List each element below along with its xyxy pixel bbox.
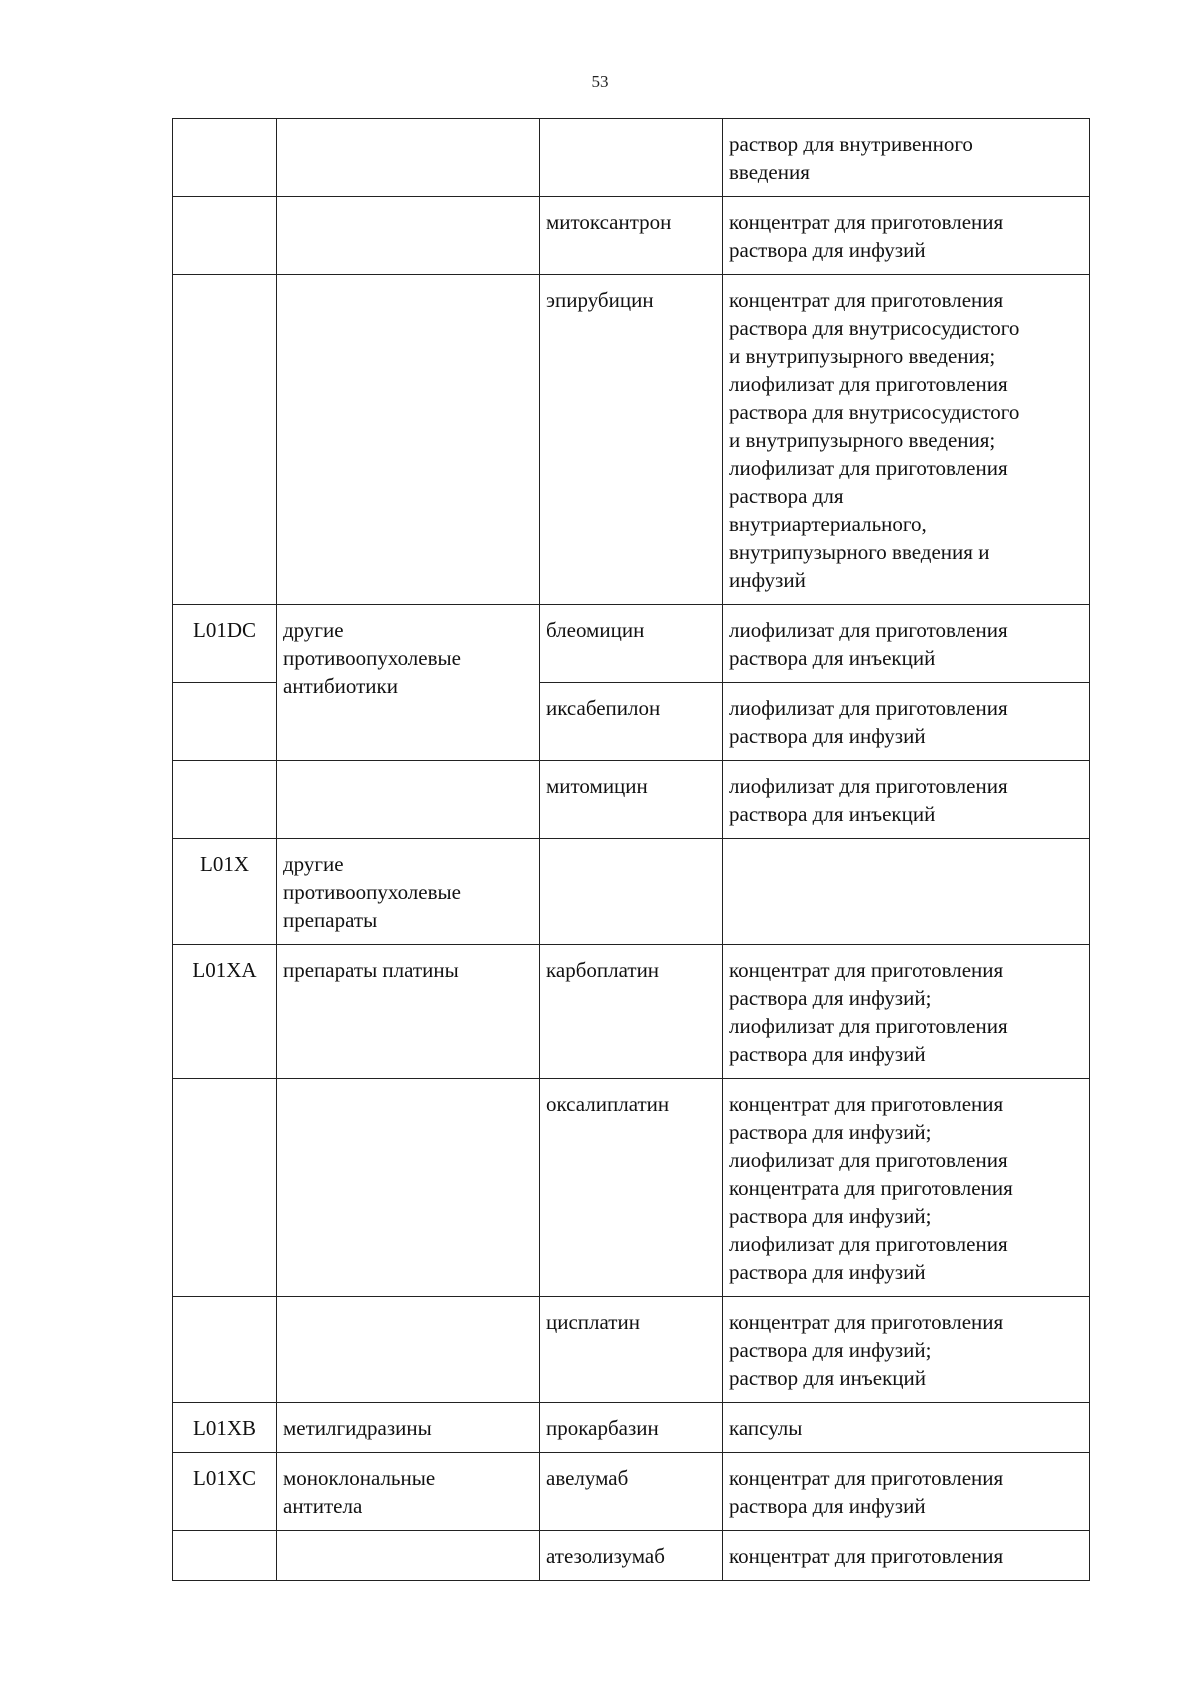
table-row xyxy=(173,1531,1090,1581)
form-cell xyxy=(723,945,1090,1079)
atc-code: L01XC xyxy=(193,1466,256,1490)
group-cell xyxy=(277,839,540,945)
atc-code-cell xyxy=(173,119,277,197)
form-cell xyxy=(723,119,1090,197)
drug-name: прокарбазин xyxy=(546,1416,659,1440)
atc-code: L01DC xyxy=(193,618,256,642)
drug-cell xyxy=(540,761,723,839)
atc-code-cell xyxy=(173,197,277,275)
page-number: 53 xyxy=(591,72,609,91)
group-cell xyxy=(277,1453,540,1531)
form-cell xyxy=(723,1079,1090,1297)
dosage-form: лиофилизат для приготовления раствора для инъекций xyxy=(729,618,1008,670)
drug-cell xyxy=(540,1531,723,1581)
dosage-form: концентрат для приготовления раствора для инфузий xyxy=(729,1466,1004,1518)
table-row xyxy=(173,761,1090,839)
drug-name: митоксантрон xyxy=(546,210,672,234)
dosage-form: концентрат для приготовления раствора для внутрисосудистого и внутрипузырного введения; лиофилизат для приготовления раствора для внутрисосудистого и внутрипузырного введения; лиофилизат для приготовления раствора для внутриартериального, внутрипузырного введения и инфузий xyxy=(729,288,1020,592)
drug-cell xyxy=(540,1079,723,1297)
drug-name: иксабепилон xyxy=(546,696,661,720)
dosage-form: концентрат для приготовления раствора для инфузий; раствор для инъекций xyxy=(729,1310,1004,1390)
drug-cell xyxy=(540,119,723,197)
table-row xyxy=(173,945,1090,1079)
drug-cell xyxy=(540,1297,723,1403)
drug-cell xyxy=(540,1403,723,1453)
atc-code-cell xyxy=(173,839,277,945)
drug-name: оксалиплатин xyxy=(546,1092,670,1116)
atc-code: L01X xyxy=(200,852,249,876)
dosage-form: концентрат для приготовления раствора для инфузий; лиофилизат для приготовления раствора для инфузий xyxy=(729,958,1008,1066)
group-cell xyxy=(277,1297,540,1403)
drug-cell xyxy=(540,275,723,605)
table-row xyxy=(173,605,1090,683)
table-row xyxy=(173,1453,1090,1531)
form-cell xyxy=(723,197,1090,275)
form-cell xyxy=(723,1403,1090,1453)
form-cell xyxy=(723,683,1090,761)
drug-name: митомицин xyxy=(546,774,648,798)
atc-code-cell xyxy=(173,1453,277,1531)
atc-code-cell xyxy=(173,1079,277,1297)
atc-code-cell xyxy=(173,945,277,1079)
dosage-form: лиофилизат для приготовления раствора для инъекций xyxy=(729,774,1008,826)
group-cell xyxy=(277,1403,540,1453)
atc-code: L01XB xyxy=(193,1416,256,1440)
atc-code-cell xyxy=(173,1403,277,1453)
dosage-form: капсулы xyxy=(729,1416,803,1440)
group-cell xyxy=(277,197,540,275)
dosage-form: концентрат для приготовления xyxy=(729,1544,1004,1568)
group-name: другие противоопухолевые антибиотики xyxy=(283,618,461,698)
drug-name: атезолизумаб xyxy=(546,1544,665,1568)
dosage-form: концентрат для приготовления раствора для инфузий xyxy=(729,210,1004,262)
atc-code-cell xyxy=(173,1531,277,1581)
drug-name: карбоплатин xyxy=(546,958,660,982)
drug-name: блеомицин xyxy=(546,618,645,642)
group-name: препараты платины xyxy=(283,958,459,982)
dosage-form: раствор для внутривенного введения xyxy=(729,132,973,184)
drug-name: эпирубицин xyxy=(546,288,654,312)
form-cell xyxy=(723,275,1090,605)
group-cell xyxy=(277,275,540,605)
table-row xyxy=(173,119,1090,197)
atc-code: L01XA xyxy=(192,958,257,982)
drug-cell xyxy=(540,197,723,275)
form-cell xyxy=(723,839,1090,945)
table-row xyxy=(173,1079,1090,1297)
table-row xyxy=(173,1403,1090,1453)
drug-cell xyxy=(540,839,723,945)
drug-cell xyxy=(540,605,723,683)
drug-cell xyxy=(540,1453,723,1531)
group-cell xyxy=(277,119,540,197)
group-name: другие противоопухолевые препараты xyxy=(283,852,461,932)
atc-code-cell xyxy=(173,761,277,839)
form-cell xyxy=(723,761,1090,839)
form-cell xyxy=(723,1297,1090,1403)
form-cell xyxy=(723,605,1090,683)
drug-name: цисплатин xyxy=(546,1310,640,1334)
group-name: метилгидразины xyxy=(283,1416,432,1440)
atc-code-cell xyxy=(173,683,277,761)
group-cell xyxy=(277,761,540,839)
table-row xyxy=(173,1297,1090,1403)
group-cell xyxy=(277,945,540,1079)
form-cell xyxy=(723,1531,1090,1581)
atc-code-cell xyxy=(173,1297,277,1403)
drug-cell xyxy=(540,683,723,761)
group-cell xyxy=(277,1531,540,1581)
table-row xyxy=(173,275,1090,605)
atc-code-cell xyxy=(173,605,277,683)
dosage-form: концентрат для приготовления раствора для инфузий; лиофилизат для приготовления концентрата для приготовления раствора для инфузий; лиофилизат для приготовления раствора для инфузий xyxy=(729,1092,1013,1284)
table-row xyxy=(173,839,1090,945)
table-row xyxy=(173,197,1090,275)
drug-name: авелумаб xyxy=(546,1466,629,1490)
dosage-form: лиофилизат для приготовления раствора для инфузий xyxy=(729,696,1008,748)
form-cell xyxy=(723,1453,1090,1531)
medication-table xyxy=(172,118,1090,1581)
group-name: моноклональные антитела xyxy=(283,1466,436,1518)
group-cell xyxy=(277,1079,540,1297)
group-cell xyxy=(277,605,540,761)
drug-cell xyxy=(540,945,723,1079)
atc-code-cell xyxy=(173,275,277,605)
